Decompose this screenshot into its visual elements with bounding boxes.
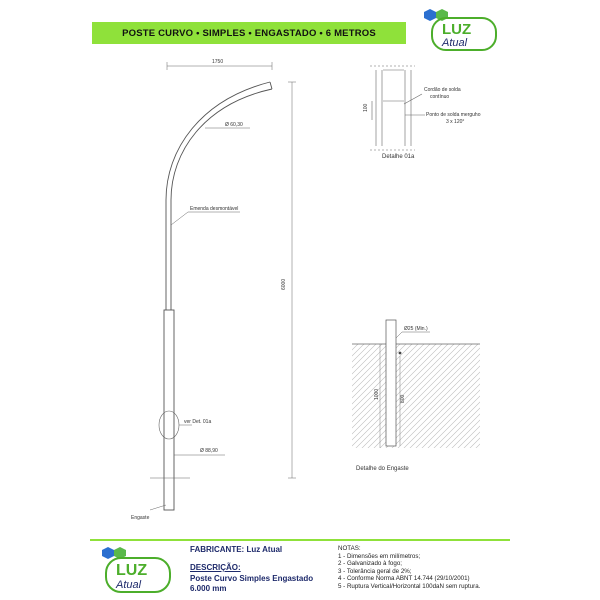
- detail-ref-label: ver Det. 01a: [184, 419, 212, 425]
- engaste-diameter-label: Ø25 (Min.): [404, 326, 428, 332]
- description-line2: 6.000 mm: [190, 584, 227, 593]
- detail01a-caption: Detalhe 01a: [382, 154, 415, 160]
- diameter-top-label: Ø 60,30: [225, 122, 243, 128]
- description-label: DESCRIÇÃO:: [190, 563, 241, 572]
- detail01a-dim: 100: [363, 103, 369, 112]
- footer-divider: [90, 539, 510, 541]
- engaste-dim-inner: 800: [400, 394, 406, 403]
- footer-logo-line1: LUZ: [116, 562, 148, 579]
- footer-logo-line2: Atual: [116, 579, 142, 591]
- weld-bead-label: Cordão de solda: [424, 87, 461, 93]
- plug-weld-label: Ponto de solda merguho: [426, 112, 481, 118]
- manufacturer: [190, 545, 282, 554]
- detail-01a: [370, 66, 425, 150]
- note-item: 5 - Ruptura Vertical/Horizontal 100daN sem ruptura.: [338, 582, 481, 590]
- pole: [164, 82, 272, 510]
- dim-height: [288, 82, 296, 478]
- description: [190, 574, 313, 594]
- dim-height-label: 6000: [281, 278, 287, 290]
- notes: [338, 545, 480, 591]
- manufacturer-value: Luz Atual: [246, 545, 283, 554]
- notes-title: NOTAS:: [338, 545, 361, 552]
- engaste-label: Engaste: [131, 515, 150, 521]
- detail-engaste: [352, 320, 480, 448]
- engaste-caption: Detalhe do Engaste: [356, 466, 409, 472]
- dim-top-label: 1750: [212, 59, 224, 65]
- plug-weld-label-2: 3 x 120°: [446, 119, 465, 125]
- diameter-base-label: Ø 88,90: [200, 448, 218, 454]
- engaste-dim-outer: 1000: [374, 388, 380, 400]
- logo-line1: LUZ: [442, 21, 472, 38]
- description-line1: Poste Curvo Simples Engastado: [190, 574, 314, 583]
- note-item: 3 - Tolerância geral de 2%;: [338, 567, 412, 575]
- page-title: POSTE CURVO • SIMPLES • ENGASTADO • 6 METROS: [122, 27, 376, 39]
- note-item: 2 - Galvanizado à fogo;: [338, 560, 402, 568]
- note-item: 4 - Conforme Norma ABNT 14.744 (29/10/2001): [338, 575, 470, 583]
- footer-logo: [96, 546, 176, 596]
- logo-line2: Atual: [442, 37, 468, 49]
- splice-label: Emenda desmontável: [190, 206, 239, 212]
- note-item: 1 - Dimensões em milímetros;: [338, 552, 421, 560]
- weld-bead-label-2: contínuo: [430, 94, 450, 100]
- manufacturer-label: FABRICANTE:: [190, 545, 245, 554]
